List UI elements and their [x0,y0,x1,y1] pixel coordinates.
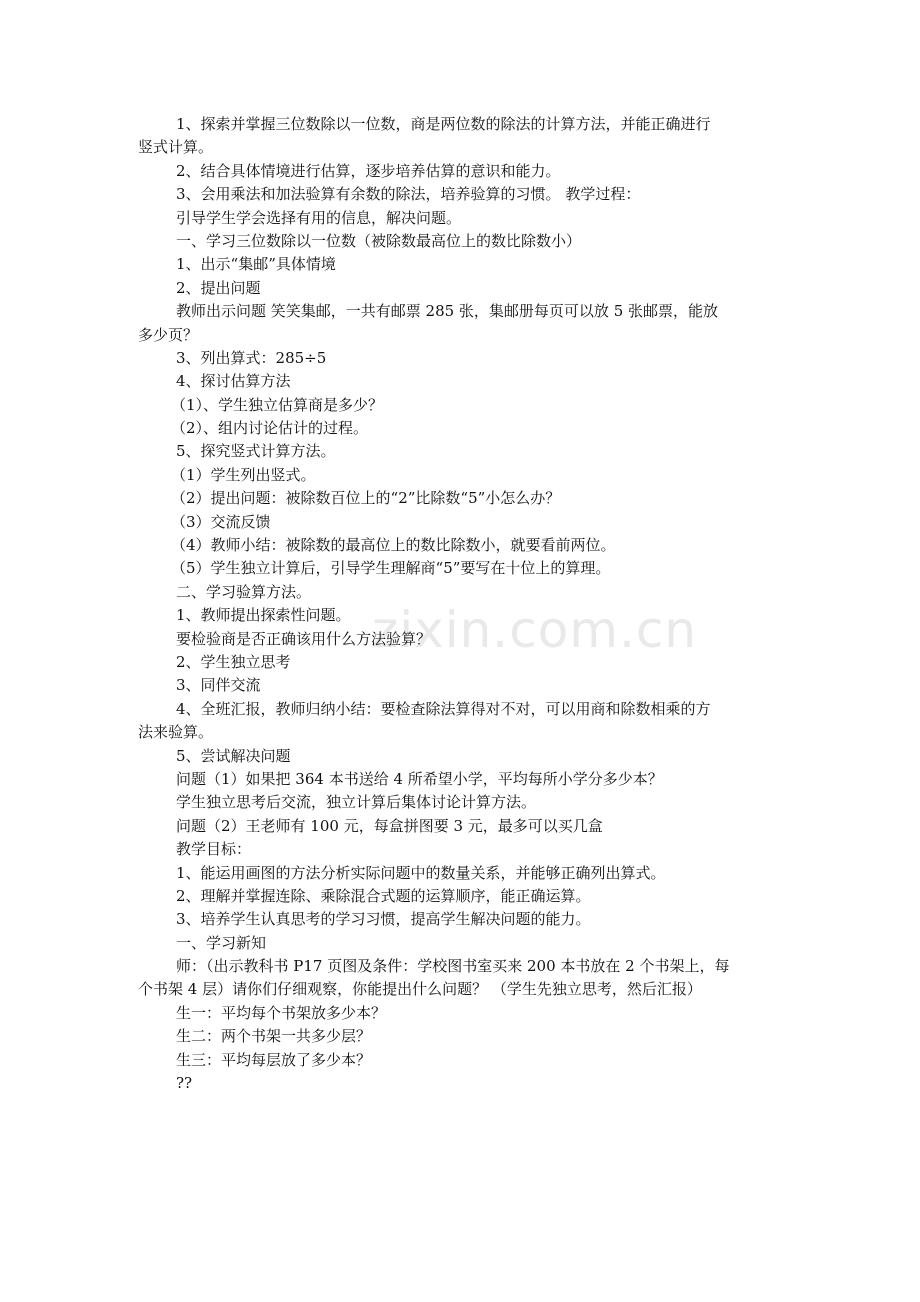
text-line: 问题（2）王老师有 100 元，每盒拼图要 3 元，最多可以买几盒 [176,816,603,835]
paragraph [138,113,786,160]
text-line: 3、列出算式：285÷5 [176,348,327,367]
text-line: 3、同伴交流 [176,676,261,695]
text-line: （4）教师小结：被除数的最高位上的数比除数小，就要看前两位。 [171,536,616,555]
text-line: 2、提出问题 [176,278,261,297]
text-line: 法来验算。 [138,723,214,742]
text-line: 生二：两个书架一共多少层？ [176,1027,372,1046]
text-line: 要检验商是否正确该用什么方法验算？ [176,629,432,648]
text-line: 个书架 4 层）请你们仔细观察，你能提出什么问题？ （学生先独立思考，然后汇报） [138,980,702,999]
text-line: （1）学生列出竖式。 [171,465,316,484]
text-line: ?? [176,1074,193,1093]
text-line: 师：（出示教科书 P17 页图及条件：学校图书室买来 200 本书放在 2 个书架上，每 [176,957,730,976]
text-line: 一、学习三位数除以一位数（被除数最高位上的数比除数小） [176,231,582,250]
text-line: 问题（1）如果把 364 本书送给 4 所希望小学，平均每所小学分多少本？ [176,769,663,788]
text-line: （2）、组内讨论估计的过程。 [171,419,369,438]
text-line: 1、出示“集邮”具体情境 [176,255,336,274]
text-line: 2、学生独立思考 [176,652,291,671]
watermark: zixin.com.cn [372,601,698,659]
text-line: 3、培养学生认真思考的学习习惯，提高学生解决问题的能力。 [176,910,591,929]
paragraph [138,300,786,347]
text-line: 5、尝试解决问题 [176,746,291,765]
text-line: 生一：平均每个书架放多少本？ [176,1003,387,1022]
text-line: （2）提出问题：被除数百位上的“2”比除数“5”小怎么办？ [171,489,561,508]
text-line: 1、探索并掌握三位数除以一位数，商是两位数的除法的计算方法，并能正确进行 [176,115,711,133]
text-line: 1、教师提出探索性问题。 [176,606,351,625]
text-line: （1）、学生独立估算商是多少？ [171,395,384,414]
text-line: 多少页？ [138,325,199,344]
text-line: 2、理解并掌握连除、乘除混合式题的运算顺序，能正确运算。 [176,886,591,905]
text-line: 4、全班汇报，教师归纳小结：要检查除法算得对不对，可以用商和除数相乘的方 [176,699,711,718]
paragraph [138,698,786,745]
text-line: （5）学生独立计算后，引导学生理解商“5”要写在十位上的算理。 [171,559,611,578]
text-line: 5、探究竖式计算方法。 [176,442,336,461]
text-line: （3）交流反馈 [171,512,271,531]
text-line: 生三：平均每层放了多少本？ [176,1050,372,1069]
text-line: 教师出示问题 笑笑集邮，一共有邮票 285 张，集邮册每页可以放 5 张邮票，能放 [176,302,719,321]
text-line: 3、会用乘法和加法验算有余数的除法，培养验算的习惯。 教学过程： [176,185,641,204]
text-line: 竖式计算。 [138,138,214,157]
text-line: 教学目标： [176,840,252,859]
text-line: 4、探讨估算方法 [176,372,291,391]
text-line: 1、能运用画图的方法分析实际问题中的数量关系，并能够正确列出算式。 [176,863,666,882]
text-line: 一、学习新知 [176,933,267,952]
text-line: 学生独立思考后交流，独立计算后集体讨论计算方法。 [176,793,537,812]
paragraph [138,955,786,1002]
text-line: 2、结合具体情境进行估算，逐步培养估算的意识和能力。 [176,161,561,180]
document-body [138,113,786,1095]
text-line: 二、学习验算方法。 [176,582,312,601]
text-line: 引导学生学会选择有用的信息，解决问题。 [176,208,462,227]
